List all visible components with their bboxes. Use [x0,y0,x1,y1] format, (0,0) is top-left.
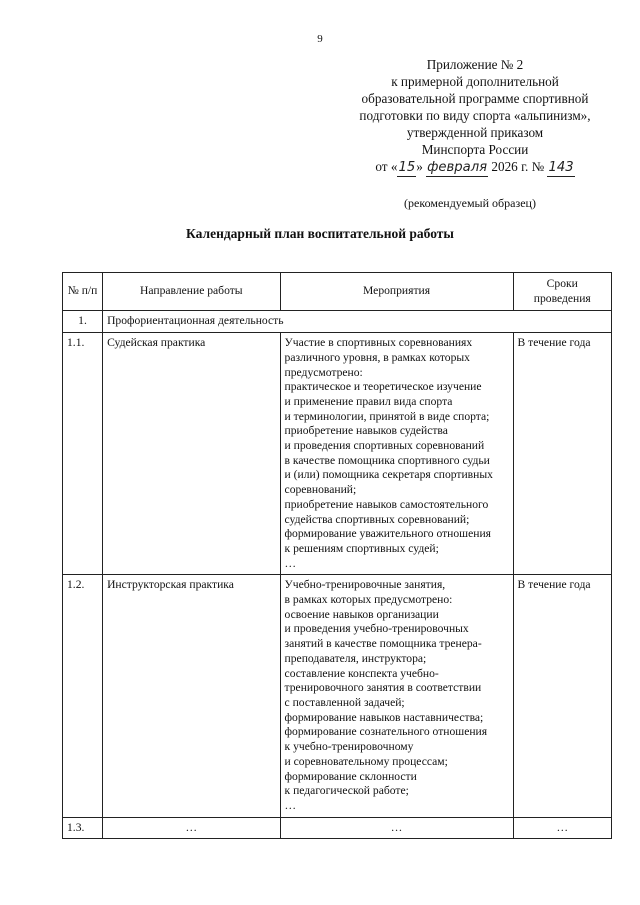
appendix-line: подготовки по виду спорта «альпинизм», [359,108,591,123]
header-timing: Сроки проведения [513,273,611,311]
date-prefix: от « [375,159,398,174]
row-timing: В течение года [513,575,611,817]
table-row [63,333,612,575]
header-number: № п/п [63,273,103,311]
education-plan-table [62,272,612,839]
row-direction: Судейская практика [103,333,280,575]
row-activities: Участие в спортивных соревнованиях различного уровня, в рамках которых предусмотрено: практическое и теоретическое изучение и применение правил вида спорта и терминологии, принятой в виде спорта; приобретение навыков судейства и проведения спортивных соревнований в качестве помощника спортивного судьи и (или) помощника секретаря спортивных соревнований; приобретение навыков самостоятельного судейства спортивных соревнований; формирование уважительного отношения к решениям спортивных судей; … [280,333,513,575]
table-header-row [63,273,612,311]
row-activities: … [280,817,513,839]
section-number: 1. [63,311,103,333]
table-row [63,575,612,817]
handwritten-month: февраля [427,160,488,175]
row-direction: … [103,817,280,839]
appendix-line: Приложение № 2 [426,57,524,72]
row-number: 1.1. [63,333,103,575]
row-direction: Инструкторская практика [103,575,280,817]
row-timing: В течение года [513,333,611,575]
row-timing: … [513,817,611,839]
appendix-line: к примерной дополнительной [391,74,559,89]
appendix-line: образовательной программе спортивной [361,91,589,106]
section-title: Профориентационная деятельность [103,311,612,333]
date-mid: » [416,159,427,174]
table-row [63,817,612,839]
header-activities: Мероприятия [280,273,513,311]
handwritten-day: 15 [398,160,416,175]
recommended-sample-note: (рекомендуемый образец) [404,196,536,210]
appendix-line: утвержденной приказом [406,125,544,140]
appendix-block [330,56,620,177]
date-year: 2026 г. № [488,159,548,174]
row-number: 1.2. [63,575,103,817]
document-title: Календарный план воспитательной работы [186,226,454,241]
header-direction: Направление работы [103,273,280,311]
appendix-line: Минспорта России [421,142,529,157]
section-row [63,311,612,333]
row-number: 1.3. [63,817,103,839]
handwritten-order-number: 143 [548,160,574,175]
row-activities: Учебно-тренировочные занятия, в рамках которых предусмотрено: освоение навыков организации и проведения учебно-тренировочных занятий в качестве помощника тренера- преподавателя, инструктора; составление конспекта учебно- тренировочного занятия в соответствии с поставленной задачей; формирование навыков наставничества; формирование сознательного отношения к учебно-тренировочному и соревновательному процессам; формирование склонности к педагогической работе; … [280,575,513,817]
page-number: 9 [317,33,323,45]
order-date-line [330,158,620,177]
